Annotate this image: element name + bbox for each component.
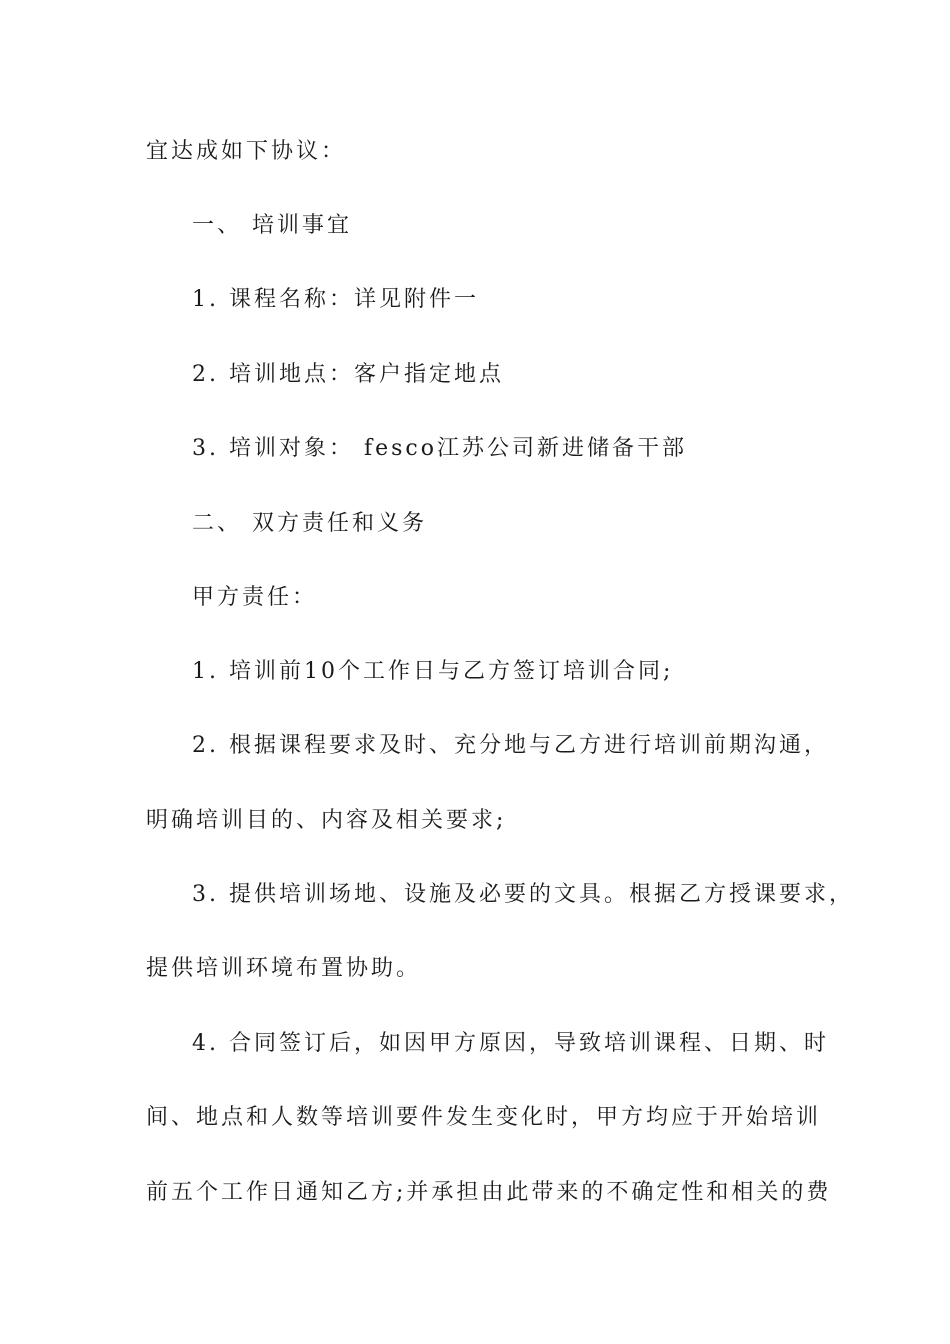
party-a-item-4-line-2: 间、地点和人数等培训要件发生变化时，甲方均应于开始培训 bbox=[146, 1105, 822, 1130]
section-heading-training: 一、 培训事宜 bbox=[192, 213, 352, 238]
agreement-intro-line: 宜达成如下协议： bbox=[146, 139, 347, 164]
party-a-responsibilities-label: 甲方责任： bbox=[192, 585, 318, 610]
party-a-item-4-line-1: 4. 合同签订后，如因甲方原因，导致培训课程、日期、时 bbox=[192, 1031, 829, 1056]
party-a-item-3-line-1: 3. 提供培训场地、设施及必要的文具。根据乙方授课要求， bbox=[192, 882, 854, 907]
training-location-item: 2. 培训地点：客户指定地点 bbox=[192, 362, 504, 387]
party-a-item-1: 1. 培训前10个工作日与乙方签订培训合同; bbox=[192, 659, 674, 684]
course-name-item: 1. 课程名称：详见附件一 bbox=[192, 287, 479, 312]
party-a-item-3-line-2: 提供培训环境布置协助。 bbox=[146, 956, 422, 981]
party-a-item-2-line-2: 明确培训目的、内容及相关要求; bbox=[146, 808, 507, 833]
section-heading-responsibilities: 二、 双方责任和义务 bbox=[192, 511, 427, 536]
training-audience-item: 3. 培训对象： fesco江苏公司新进储备干部 bbox=[192, 436, 687, 461]
party-a-item-2-line-1: 2. 根据课程要求及时、充分地与乙方进行培训前期沟通， bbox=[192, 733, 829, 758]
party-a-item-4-line-3: 前五个工作日通知乙方;并承担由此带来的不确定性和相关的费 bbox=[146, 1180, 832, 1205]
